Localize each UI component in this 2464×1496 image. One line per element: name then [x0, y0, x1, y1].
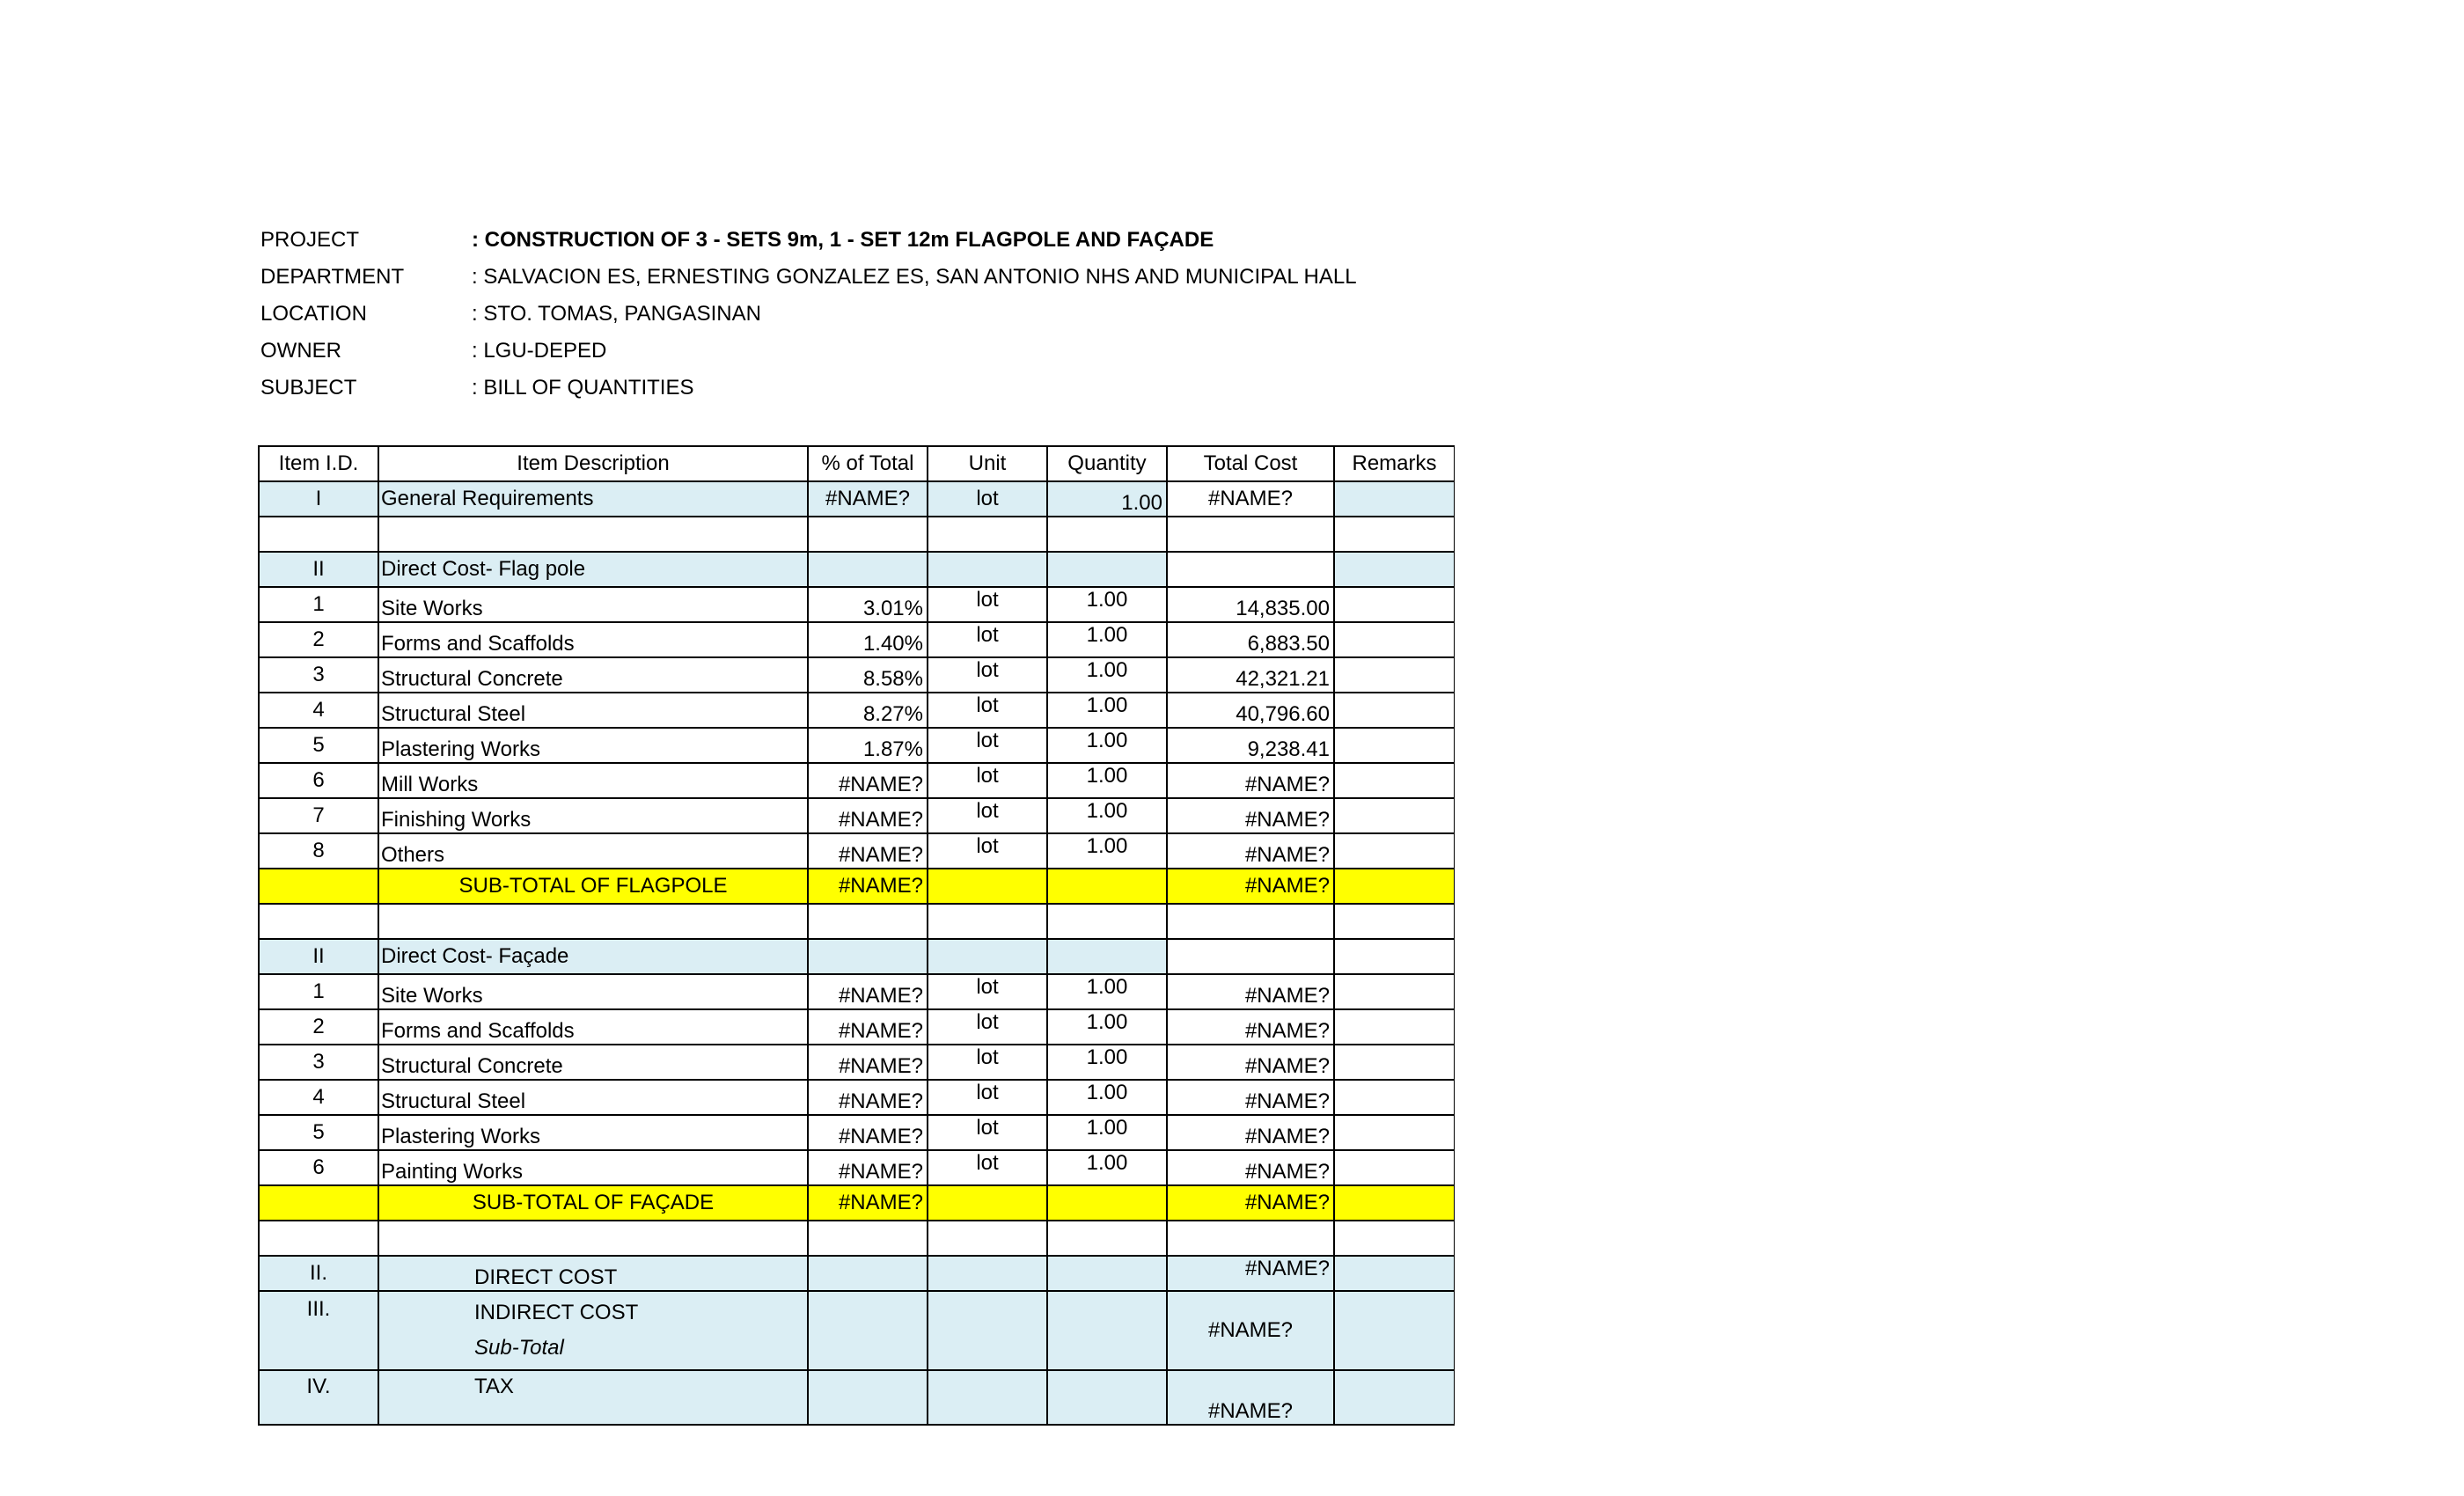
summary-label: TAX	[378, 1370, 808, 1425]
item-total-cost: #NAME?	[1167, 1045, 1334, 1080]
subtotal-percent: #NAME?	[808, 869, 928, 904]
item-percent: #NAME?	[808, 974, 928, 1009]
flagpole-subtotal-row	[259, 869, 1455, 904]
table-row	[259, 1150, 1455, 1185]
column-header: Remarks	[1334, 446, 1455, 481]
item-remarks	[1334, 728, 1455, 763]
item-description: Painting Works	[378, 1150, 808, 1185]
item-percent: 3.01%	[808, 587, 928, 622]
item-unit: lot	[928, 587, 1047, 622]
department-label: DEPARTMENT	[260, 265, 405, 289]
summary-sublabel: Sub-Total	[474, 1336, 564, 1360]
table-row	[259, 974, 1455, 1009]
item-remarks	[1334, 833, 1455, 869]
item-description: Structural Concrete	[378, 1045, 808, 1080]
item-description: Others	[378, 833, 808, 869]
item-id: 5	[259, 728, 378, 763]
project-label: PROJECT	[260, 228, 360, 252]
table-row	[259, 798, 1455, 833]
item-percent: #NAME?	[808, 1115, 928, 1150]
summary-id: II.	[259, 1256, 378, 1291]
item-unit: lot	[928, 1045, 1047, 1080]
item-remarks	[1334, 587, 1455, 622]
section-header-row	[259, 939, 1455, 974]
item-id: 4	[259, 693, 378, 728]
item-unit: lot	[928, 1080, 1047, 1115]
item-description: Structural Steel	[378, 1080, 808, 1115]
item-id: I	[259, 481, 378, 517]
summary-cost: #NAME?	[1167, 1291, 1334, 1370]
table-row	[259, 763, 1455, 798]
indirect-cost-row	[259, 1291, 1455, 1370]
blank-row	[259, 904, 1455, 939]
item-unit: lot	[928, 481, 1047, 517]
item-id: 4	[259, 1080, 378, 1115]
item-quantity: 1.00	[1047, 693, 1167, 728]
item-id: 8	[259, 833, 378, 869]
item-total-cost: #NAME?	[1167, 763, 1334, 798]
section-title: Direct Cost- Façade	[378, 939, 808, 974]
item-description: General Requirements	[378, 481, 808, 517]
table-row	[259, 1009, 1455, 1045]
item-remarks	[1334, 763, 1455, 798]
item-unit: lot	[928, 1115, 1047, 1150]
item-description: Plastering Works	[378, 728, 808, 763]
item-total-cost: 14,835.00	[1167, 587, 1334, 622]
item-id: 6	[259, 763, 378, 798]
item-quantity: 1.00	[1047, 798, 1167, 833]
item-quantity: 1.00	[1047, 657, 1167, 693]
item-percent: #NAME?	[808, 833, 928, 869]
item-unit: lot	[928, 763, 1047, 798]
section-id: II	[259, 552, 378, 587]
item-remarks	[1334, 657, 1455, 693]
item-percent: 8.27%	[808, 693, 928, 728]
item-id: 2	[259, 622, 378, 657]
item-id: 6	[259, 1150, 378, 1185]
item-id: 5	[259, 1115, 378, 1150]
item-id: 3	[259, 1045, 378, 1080]
item-percent: 1.87%	[808, 728, 928, 763]
column-header: Item I.D.	[259, 446, 378, 481]
item-total-cost: #NAME?	[1167, 1009, 1334, 1045]
table-header-row	[259, 446, 1455, 481]
item-description: Plastering Works	[378, 1115, 808, 1150]
blank-row	[259, 1221, 1455, 1256]
item-total-cost: #NAME?	[1167, 1150, 1334, 1185]
item-id: 7	[259, 798, 378, 833]
table-row	[259, 1080, 1455, 1115]
item-total-cost: #NAME?	[1167, 833, 1334, 869]
table-row	[259, 693, 1455, 728]
item-remarks	[1334, 481, 1455, 517]
table-row	[259, 833, 1455, 869]
summary-id: IV.	[259, 1370, 378, 1425]
item-percent: #NAME?	[808, 798, 928, 833]
location-label: LOCATION	[260, 302, 367, 326]
item-remarks	[1334, 1009, 1455, 1045]
table-row	[259, 728, 1455, 763]
item-quantity: 1.00	[1047, 833, 1167, 869]
item-total-cost: #NAME?	[1167, 1080, 1334, 1115]
table-row	[259, 622, 1455, 657]
owner-value: : LGU-DEPED	[472, 339, 607, 363]
item-description: Finishing Works	[378, 798, 808, 833]
subject-label: SUBJECT	[260, 376, 357, 400]
subtotal-cost: #NAME?	[1167, 1185, 1334, 1221]
subtotal-label: SUB-TOTAL OF FAÇADE	[378, 1185, 808, 1221]
column-header: Unit	[928, 446, 1047, 481]
item-remarks	[1334, 1045, 1455, 1080]
facade-subtotal-row	[259, 1185, 1455, 1221]
item-percent: 1.40%	[808, 622, 928, 657]
subtotal-percent: #NAME?	[808, 1185, 928, 1221]
table-row	[259, 1045, 1455, 1080]
bill-of-quantities-table-wrap	[258, 445, 1455, 1447]
item-percent: #NAME?	[808, 763, 928, 798]
subtotal-cost: #NAME?	[1167, 869, 1334, 904]
item-unit: lot	[928, 798, 1047, 833]
item-total-cost: 40,796.60	[1167, 693, 1334, 728]
item-remarks	[1334, 1115, 1455, 1150]
item-unit: lot	[928, 833, 1047, 869]
item-total-cost: #NAME?	[1167, 481, 1334, 517]
item-percent: #NAME?	[808, 1080, 928, 1115]
item-remarks	[1334, 693, 1455, 728]
summary-label-cell	[378, 1291, 808, 1370]
item-total-cost: 6,883.50	[1167, 622, 1334, 657]
section-id: II	[259, 939, 378, 974]
column-header: Total Cost	[1167, 446, 1334, 481]
subtotal-label: SUB-TOTAL OF FLAGPOLE	[378, 869, 808, 904]
item-total-cost: #NAME?	[1167, 974, 1334, 1009]
summary-id: III.	[259, 1291, 378, 1370]
item-remarks	[1334, 1150, 1455, 1185]
tax-row	[259, 1370, 1455, 1425]
summary-label: DIRECT COST	[378, 1256, 808, 1291]
item-unit: lot	[928, 657, 1047, 693]
item-description: Structural Steel	[378, 693, 808, 728]
item-total-cost: #NAME?	[1167, 798, 1334, 833]
item-total-cost: #NAME?	[1167, 1115, 1334, 1150]
item-description: Forms and Scaffolds	[378, 622, 808, 657]
column-header: Quantity	[1047, 446, 1167, 481]
item-unit: lot	[928, 693, 1047, 728]
location-value: : STO. TOMAS, PANGASINAN	[472, 302, 761, 326]
item-description: Forms and Scaffolds	[378, 1009, 808, 1045]
item-quantity: 1.00	[1047, 1150, 1167, 1185]
item-description: Site Works	[378, 587, 808, 622]
item-total-cost: 42,321.21	[1167, 657, 1334, 693]
owner-label: OWNER	[260, 339, 341, 363]
summary-label: INDIRECT COST	[474, 1301, 639, 1324]
item-description: Structural Concrete	[378, 657, 808, 693]
column-header: Item Description	[378, 446, 808, 481]
item-percent: #NAME?	[808, 1045, 928, 1080]
item-remarks	[1334, 1080, 1455, 1115]
item-quantity: 1.00	[1047, 1009, 1167, 1045]
subject-value: : BILL OF QUANTITIES	[472, 376, 694, 400]
item-percent: #NAME?	[808, 481, 928, 517]
item-id: 1	[259, 974, 378, 1009]
department-value: : SALVACION ES, ERNESTING GONZALEZ ES, SAN ANTONIO NHS AND MUNICIPAL HALL	[472, 265, 1357, 289]
section-title: Direct Cost- Flag pole	[378, 552, 808, 587]
item-unit: lot	[928, 622, 1047, 657]
item-unit: lot	[928, 974, 1047, 1009]
item-unit: lot	[928, 728, 1047, 763]
item-quantity: 1.00	[1047, 763, 1167, 798]
summary-cost: #NAME?	[1167, 1370, 1334, 1425]
item-quantity: 1.00	[1047, 974, 1167, 1009]
item-id: 3	[259, 657, 378, 693]
summary-cost: #NAME?	[1167, 1256, 1334, 1291]
item-remarks	[1334, 798, 1455, 833]
item-id: 2	[259, 1009, 378, 1045]
item-percent: 8.58%	[808, 657, 928, 693]
item-quantity: 1.00	[1047, 1080, 1167, 1115]
table-row	[259, 587, 1455, 622]
blank-row	[259, 517, 1455, 552]
item-percent: #NAME?	[808, 1150, 928, 1185]
direct-cost-row	[259, 1256, 1455, 1291]
item-quantity: 1.00	[1047, 1045, 1167, 1080]
project-value: : CONSTRUCTION OF 3 - SETS 9m, 1 - SET 12m FLAGPOLE AND FAÇADE	[472, 228, 1214, 252]
item-quantity: 1.00	[1047, 481, 1167, 517]
item-quantity: 1.00	[1047, 587, 1167, 622]
item-total-cost: 9,238.41	[1167, 728, 1334, 763]
section-header-row	[259, 552, 1455, 587]
table-row	[259, 657, 1455, 693]
table-row	[259, 1115, 1455, 1150]
item-remarks	[1334, 974, 1455, 1009]
bill-of-quantities-table	[258, 445, 1455, 1426]
item-description: Site Works	[378, 974, 808, 1009]
item-description: Mill Works	[378, 763, 808, 798]
item-remarks	[1334, 622, 1455, 657]
general-requirements-row	[259, 481, 1455, 517]
item-quantity: 1.00	[1047, 728, 1167, 763]
item-quantity: 1.00	[1047, 1115, 1167, 1150]
item-unit: lot	[928, 1009, 1047, 1045]
item-percent: #NAME?	[808, 1009, 928, 1045]
item-quantity: 1.00	[1047, 622, 1167, 657]
item-id: 1	[259, 587, 378, 622]
item-unit: lot	[928, 1150, 1047, 1185]
column-header: % of Total	[808, 446, 928, 481]
